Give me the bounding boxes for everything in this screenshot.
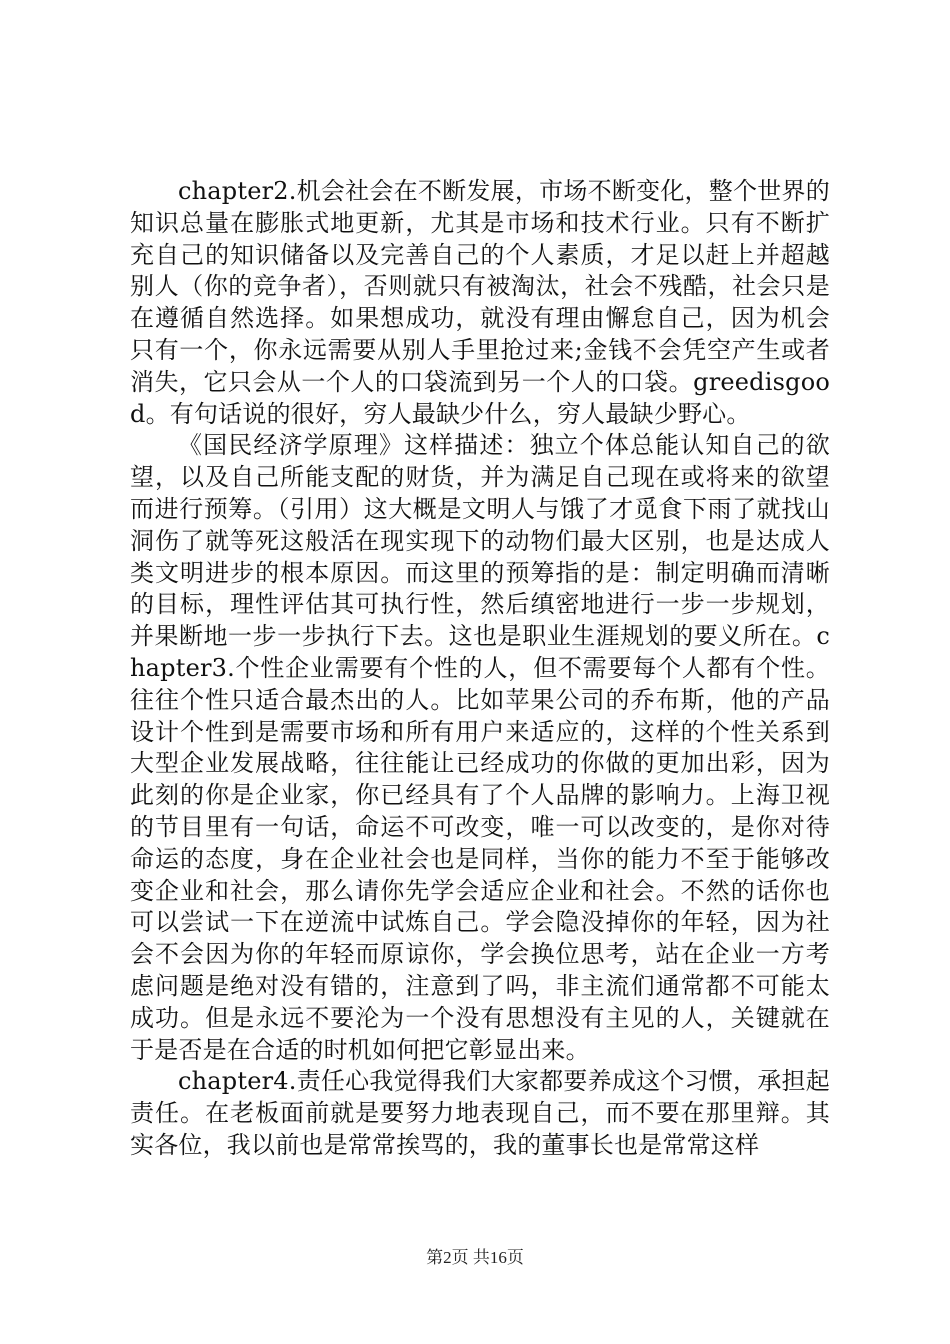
- document-body: [130, 176, 830, 1162]
- paragraph-chapter4: chapter4.责任心我觉得我们大家都要养成这个习惯，承担起责任。在老板面前就是要努力地表现自己，而不要在那里辩。其实各位，我以前也是常常挨骂的，我的董事长也是常常这样: [130, 1067, 830, 1159]
- page-number-footer: 第2页 共16页: [426, 1248, 524, 1267]
- paragraph-chapter2: chapter2.机会社会在不断发展，市场不断变化，整个世界的知识总量在膨胀式地更新，尤其是市场和技术行业。只有不断扩充自己的知识储备以及完善自己的个人素质，才足以赶上并超越别人（你的竞争者），否则就只有被淘汰，社会不残酷，社会只是在遵循自然选择。如果想成功，就没有理由懈怠自己，因为机会只有一个，你永远需要从别人手里抢过来;金钱不会凭空产生或者消失，它只会从一个人的口袋流到另一个人的口袋。greedisgood。有句话说的很好，穷人最缺少什么，穷人最缺少野心。: [130, 177, 830, 428]
- paragraph-economics-quote: 《国民经济学原理》这样描述：独立个体总能认知自己的欲望，以及自己所能支配的财货，并为满足自己现在或将来的欲望而进行预筹。（引用）这大概是文明人与饿了才觅食下雨了就找山洞伤了就等死这般活在现实现下的动物们最大区别，也是达成人类文明进步的根本原因。而这里的预筹指的是：制定明确而清晰的目标，理性评估其可执行性，然后缜密地进行一步一步规划，并果断地一步一步执行下去。这也是职业生涯规划的要义所在。chapter3.个性企业需要有个性的人，但不需要每个人都有个性。往往个性只适合最杰出的人。比如苹果公司的乔布斯，他的产品设计个性到是需要市场和所有用户来适应的，这样的个性关系到大型企业发展战略，往往能让已经成功的你做的更加出彩，因为此刻的你是企业家，你已经具有了个人品牌的影响力。上海卫视的节目里有一句话，命运不可改变，唯一可以改变的，是你对待命运的态度，身在企业社会也是同样，当你的能力不至于能够改变企业和社会，那么请你先学会适应企业和社会。不然的话你也可以尝试一下在逆流中试炼自己。学会隐没掉你的年轻，因为社会不会因为你的年轻而原谅你，学会换位思考，站在企业一方考虑问题是绝对没有错的，注意到了吗，非主流们通常都不可能太成功。但是永远不要沦为一个没有思想没有主见的人，关键就在于是否是在合适的时机如何把它彰显出来。: [130, 431, 830, 1064]
